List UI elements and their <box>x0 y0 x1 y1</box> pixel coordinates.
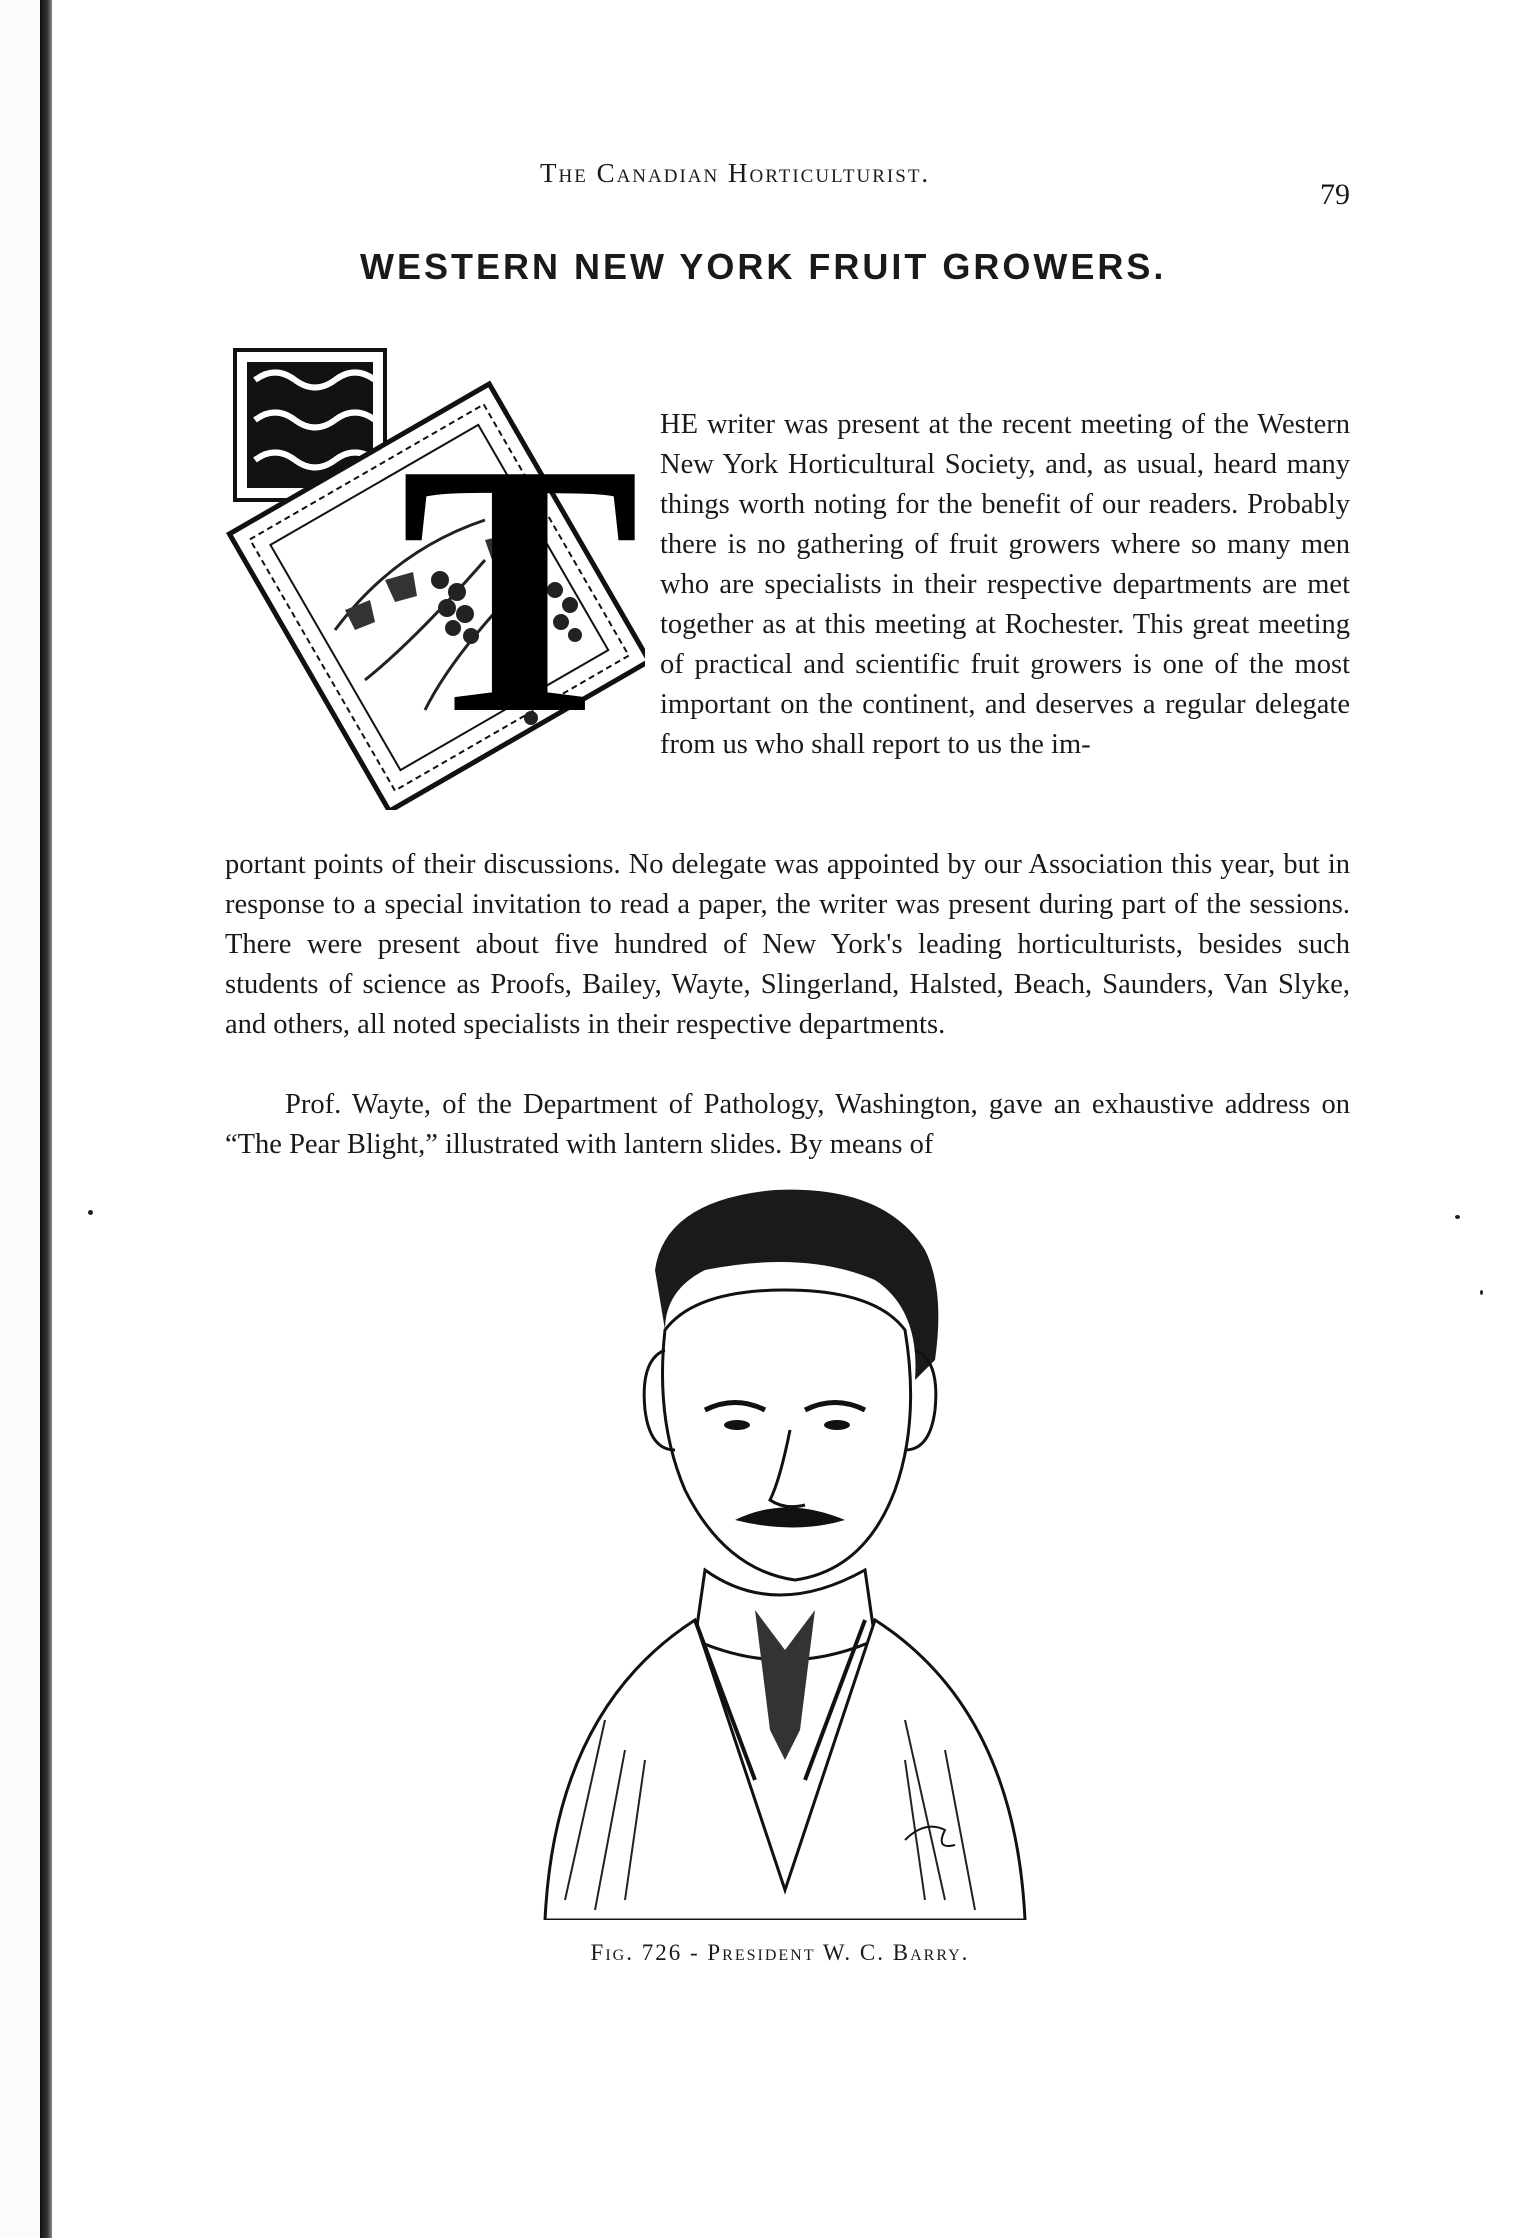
drop-cap-letter: T <box>400 389 641 788</box>
paragraph-1-continuation <box>225 845 1350 1045</box>
portrait-illustration <box>505 1180 1045 1920</box>
article-title: WESTERN NEW YORK FRUIT GROWERS. <box>360 246 1167 287</box>
print-speck <box>1480 1290 1483 1295</box>
page-margin <box>0 0 40 2238</box>
paragraph-2-text: Prof. Wayte, of the Department of Pathology, Washington, gave an exhaustive address on “The Pear Blight,” illustrated with lantern slides. By means of <box>225 1089 1350 1160</box>
book-binding-edge <box>40 0 52 2238</box>
running-head: The Canadian Horticulturist. <box>540 158 931 188</box>
paragraph-1-opening-text: HE writer was present at the recent meeting of the Western New York Horticultural Society, and, as usual, heard many things worth noting for the benefit of our readers. Probably there is no gathering of fruit growers where so many men who are specialists in their respective departments are met together as at this meeting at Rochester. This great meeting of practical and scientific fruit growers is one of the most important on the continent, and deserves a regular delegate from us who shall report to us the im- <box>660 409 1350 760</box>
decorative-initial-illustration <box>225 330 645 810</box>
figure-caption: Fig. 726 - President W. C. Barry. <box>590 1940 970 1965</box>
paragraph-1-opening <box>660 405 1350 765</box>
paragraph-1-continuation-text: portant points of their discussions. No delegate was appointed by our Association this year, but in response to a special invitation to read a paper, the writer was present during part of the sessions. There were present about five hundred of New York's leading horticulturists, besides such students of science as Proofs, Bailey, Wayte, Slingerland, Halsted, Beach, Saunders, Van Slyke, and others, all noted specialists in their respective departments. <box>225 849 1350 1040</box>
page-number: 79 <box>1320 178 1350 211</box>
paragraph-2 <box>225 1085 1350 1165</box>
print-speck <box>1455 1215 1460 1219</box>
print-speck <box>88 1210 93 1215</box>
